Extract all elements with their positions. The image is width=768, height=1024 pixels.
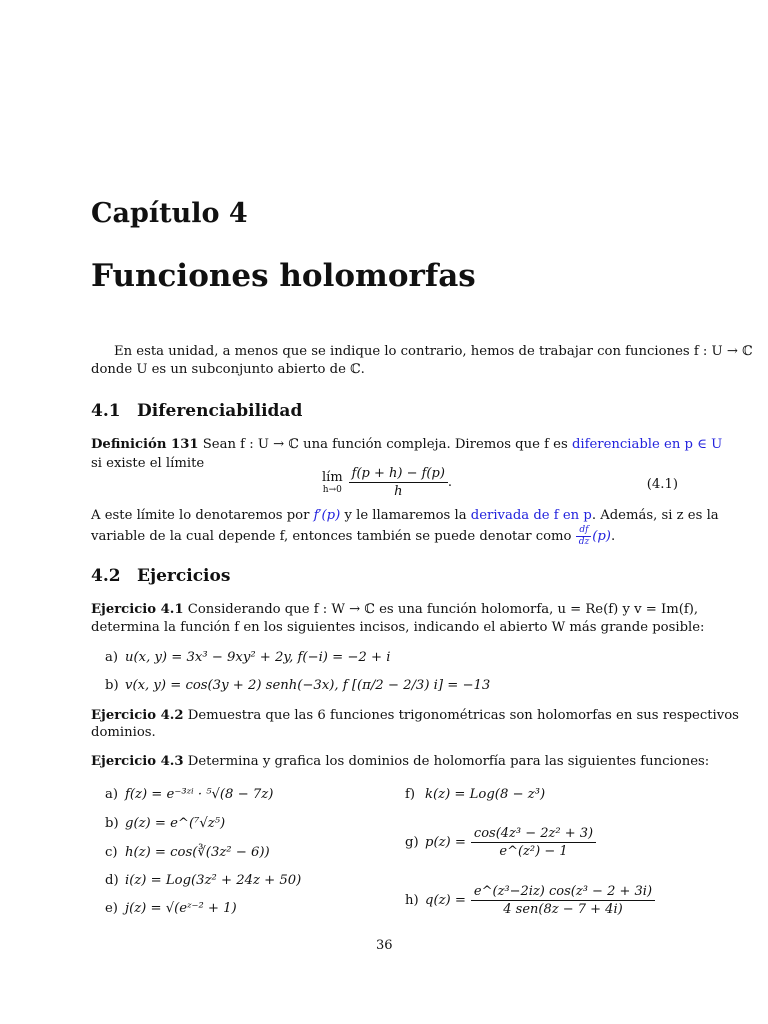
section-heading-4-2 <box>91 566 230 586</box>
exercise-item: b) g(z) = e^(⁷√z⁵) <box>105 816 226 831</box>
definition-after-line-1: A este límite lo denotaremos por f′(p) y le llamaremos la derivada de f en p. Además, si z es la <box>91 508 719 523</box>
exercise-item: a) u(x, y) = 3x³ − 9xy² + 2y, f(−i) = −2 + i <box>105 650 391 665</box>
link-dfdz[interactable]: $\frac{df}{dz}$ <box>576 526 593 547</box>
definition-line-2: si existe el límite <box>91 456 205 471</box>
page-number: 36 <box>376 938 393 953</box>
fraction: $\frac{\text{cos(4z³ − 2z² + 3)}}{\text{e\textasciicircum{}(z²) − 1}}$ <box>471 826 596 859</box>
exercise-4-3-line-1: Ejercicio 4.3 Determina y grafica los dominios de holomorfía para las siguientes funciones: <box>91 754 710 769</box>
link-derivada[interactable]: derivada de f en p <box>470 508 592 523</box>
exercise-4-1-line-1: Ejercicio 4.1 Considerando que f : W → ℂ es una función holomorfa, u = Re(f) y v = Im(f), <box>91 602 699 617</box>
exercise-head: Ejercicio 4.2 <box>91 708 184 723</box>
definition-link-diferenciable[interactable]: diferenciable en p ∈ U <box>571 437 723 452</box>
exercise-4-2-line-2: dominios. <box>91 725 156 740</box>
exercise-item: e) j(z) = √(eᶻ⁻² + 1) <box>105 901 237 916</box>
exercise-head: Ejercicio 4.3 <box>91 754 184 769</box>
chapter-label: Capítulo 4 <box>91 198 248 229</box>
exercise-item: f) k(z) = Log(8 − z³) <box>405 787 546 802</box>
exercise-item: a) f(z) = e⁻³ᶻⁱ · ⁵√(8 − 7z) <box>105 787 274 802</box>
exercise-item: g) p(z) = $\frac{\text{cos(4z³ − 2z² + 3)}}{\text{e\textasciicircum{}(z²) − 1}}$ <box>405 826 596 859</box>
intro-line-2: donde U es un subconjunto abierto de ℂ. <box>91 362 365 377</box>
section-title: Ejercicios <box>137 566 231 586</box>
link-derivative-notation[interactable]: f′(p) <box>313 508 341 523</box>
definition-line-1 <box>91 436 722 454</box>
intro-line-1: En esta unidad, a menos que se indique lo contrario, hemos de trabajar con funciones f : U → ℂ <box>114 344 753 359</box>
difference-quotient: $\frac{f(p + h) - f(p)}{h}$ <box>349 466 448 499</box>
exercise-head: Ejercicio 4.1 <box>91 602 184 617</box>
exercise-item: d) i(z) = Log(3z² + 24z + 50) <box>105 873 302 888</box>
chapter-title: Funciones holomorfas <box>91 258 476 294</box>
fraction: $\frac{\text{e\textasciicircum{}(z³−2iz) cos(z³ − 2 + 3i)}}{\text{4 sen(8z − 7 + 4i)}}$ <box>471 884 655 917</box>
equation-number: (4.1) <box>646 477 678 492</box>
exercise-4-2-line-1: Ejercicio 4.2 Demuestra que las 6 funciones trigonométricas son holomorfas en sus respectivos <box>91 708 739 723</box>
exercise-item: b) v(x, y) = cos(3y + 2) senh(−3x), f [(π/2 − 2/3) i] = −13 <box>105 678 491 693</box>
exercise-4-1-line-2: determina la función f en los siguientes incisos, indicando el abierto W más grande posible: <box>91 620 705 635</box>
section-number: 4.2 <box>91 566 121 586</box>
exercise-item: c) h(z) = cos(∛(3z² − 6)) <box>105 845 270 860</box>
definition-head: Definición 131 <box>91 437 199 452</box>
limit-equation: lím h→0 $\frac{f(p + h) - f(p)}{h}$ . <box>322 466 453 499</box>
definition-text: Sean f : U → ℂ una función compleja. Diremos que f es <box>202 437 568 452</box>
exercise-item: h) q(z) = $\frac{\text{e\textasciicircum{}(z³−2iz) cos(z³ − 2 + 3i)}}{\text{4 sen(8z − 7 + 4i)}}$ <box>405 884 655 917</box>
limit-operator: lím h→0 <box>322 470 343 495</box>
section-number: 4.1 <box>91 401 121 421</box>
section-heading-4-1 <box>91 401 302 421</box>
section-title: Diferenciabilidad <box>137 401 303 421</box>
definition-after-line-2: variable de la cual depende f, entonces también se puede denotar como $\frac{df}{dz}$ (p). <box>91 525 616 547</box>
